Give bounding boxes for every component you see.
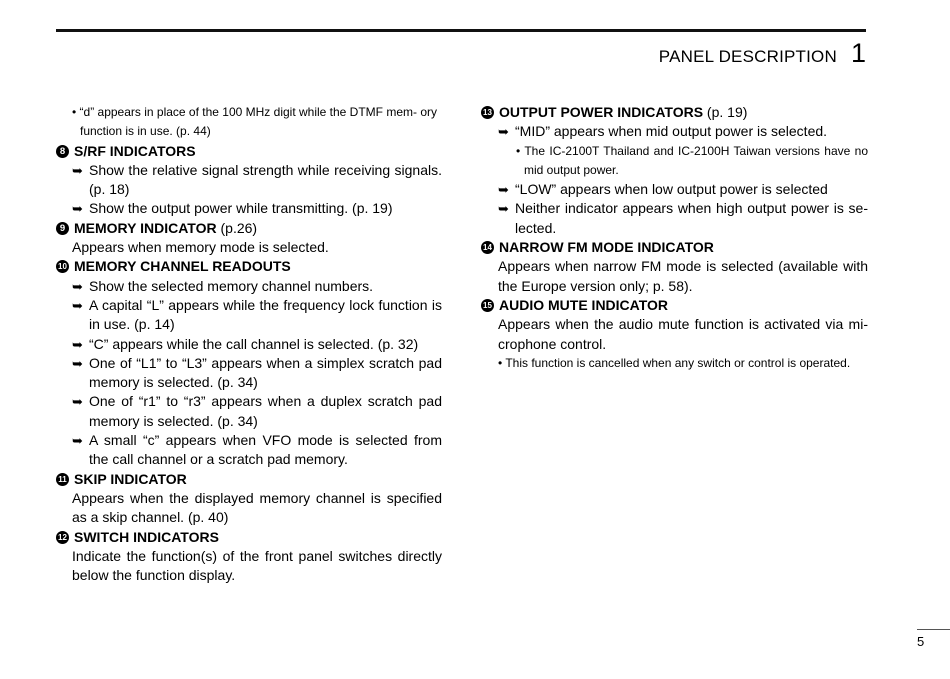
list-item bbox=[56, 354, 442, 393]
footer-rule bbox=[917, 629, 950, 630]
section-13-heading bbox=[481, 103, 868, 122]
item-text: A capital “L” appears while the frequency lock function is in use. (p. 14) bbox=[89, 296, 442, 333]
page-number: 5 bbox=[917, 634, 925, 649]
arrow-bullet-icon: ➥ bbox=[72, 355, 83, 371]
arrow-bullet-icon: ➥ bbox=[72, 394, 83, 410]
arrow-bullet-icon: ➥ bbox=[498, 124, 509, 140]
circled-number-icon: 10 bbox=[56, 260, 69, 273]
page-header bbox=[659, 38, 866, 69]
right-column bbox=[481, 103, 868, 373]
section-text: Appears when the audio mute function is activated via mi- crophone control. bbox=[498, 316, 868, 352]
item-text: Neither indicator appears when high output power is se- lected. bbox=[515, 200, 868, 236]
item-text: Show the selected memory channel numbers. bbox=[89, 277, 374, 294]
list-item bbox=[56, 296, 442, 335]
circled-number-icon: 13 bbox=[481, 106, 494, 119]
section-text: Appears when narrow FM mode is selected (available with the Europe version only; p. 58). bbox=[498, 258, 868, 294]
section-text: Appears when memory mode is selected. bbox=[72, 239, 329, 256]
item-text: “MID” appears when mid output power is selected. bbox=[515, 123, 828, 140]
list-item bbox=[56, 392, 442, 431]
item-text: A small “c” appears when VFO mode is selected from the call channel or a scratch pad memory. bbox=[89, 432, 442, 468]
item-text: One of “L1” to “L3” appears when a simplex scratch pad memory is selected. (p. 34) bbox=[89, 354, 442, 391]
list-item bbox=[56, 335, 442, 354]
left-column bbox=[56, 103, 442, 585]
section-title: MEMORY CHANNEL READOUTS bbox=[74, 258, 291, 275]
page-ref: (p.26) bbox=[216, 219, 258, 236]
section-11-heading bbox=[56, 470, 442, 489]
section-title: MEMORY INDICATOR bbox=[74, 219, 217, 236]
section-text: Indicate the function(s) of the front panel switches directly below the function display. bbox=[72, 547, 442, 584]
circled-number-icon: 14 bbox=[481, 241, 494, 254]
circled-number-icon: 9 bbox=[56, 222, 69, 235]
list-item bbox=[56, 199, 442, 218]
arrow-bullet-icon: ➥ bbox=[72, 433, 83, 449]
section-title: OUTPUT POWER INDICATORS bbox=[499, 104, 704, 120]
list-item bbox=[56, 161, 442, 200]
section-14-heading bbox=[481, 238, 868, 257]
page-ref: (p. 19) bbox=[703, 104, 748, 120]
top-rule bbox=[56, 29, 866, 32]
arrow-bullet-icon: ➥ bbox=[72, 201, 83, 217]
list-item bbox=[481, 180, 868, 199]
item-text: One of “r1” to “r3” appears when a duplex scratch pad memory is selected. (p. 34) bbox=[89, 393, 442, 429]
header-title: PANEL DESCRIPTION bbox=[658, 47, 837, 66]
section-15-heading bbox=[481, 296, 868, 315]
list-item bbox=[56, 277, 442, 296]
arrow-bullet-icon: ➥ bbox=[498, 182, 509, 198]
arrow-bullet-icon: ➥ bbox=[498, 201, 509, 217]
section-title: NARROW FM MODE INDICATOR bbox=[499, 239, 714, 256]
arrow-bullet-icon: ➥ bbox=[72, 278, 83, 294]
list-item bbox=[481, 199, 868, 238]
section-title: SKIP INDICATOR bbox=[74, 470, 187, 487]
item-text: “LOW” appears when low output power is selected bbox=[515, 181, 828, 198]
version-note: • The IC-2100T Thailand and IC-2100H Taiwan versions have no mid output power. bbox=[516, 143, 868, 177]
section-10-heading bbox=[56, 257, 442, 276]
section-9-heading bbox=[56, 219, 442, 238]
circled-number-icon: 15 bbox=[481, 299, 494, 312]
circled-number-icon: 12 bbox=[56, 531, 69, 544]
section-title: AUDIO MUTE INDICATOR bbox=[499, 296, 669, 313]
section-8-heading bbox=[56, 142, 442, 161]
arrow-bullet-icon: ➥ bbox=[72, 336, 83, 352]
section-title: S/RF INDICATORS bbox=[74, 142, 196, 159]
list-item bbox=[56, 431, 442, 470]
cancel-note: • This function is cancelled when any switch or control is operated. bbox=[498, 355, 851, 370]
intro-note: • “d” appears in place of the 100 MHz digit while the DTMF mem- ory function is in use. (p. 44) bbox=[72, 105, 438, 139]
section-text: Appears when the displayed memory channel is specified as a skip channel. (p. 40) bbox=[72, 489, 442, 526]
section-title: SWITCH INDICATORS bbox=[74, 528, 219, 545]
item-text: Show the output power while transmitting. (p. 19) bbox=[89, 200, 393, 217]
item-text: “C” appears while the call channel is selected. (p. 32) bbox=[89, 335, 419, 352]
item-text: Show the relative signal strength while receiving signals. (p. 18) bbox=[89, 161, 442, 198]
circled-number-icon: 11 bbox=[56, 473, 69, 486]
list-item bbox=[481, 122, 868, 141]
arrow-bullet-icon: ➥ bbox=[72, 297, 83, 313]
chapter-number: 1 bbox=[850, 38, 866, 68]
circled-number-icon: 8 bbox=[56, 145, 69, 158]
section-12-heading bbox=[56, 528, 442, 547]
arrow-bullet-icon: ➥ bbox=[72, 162, 83, 178]
